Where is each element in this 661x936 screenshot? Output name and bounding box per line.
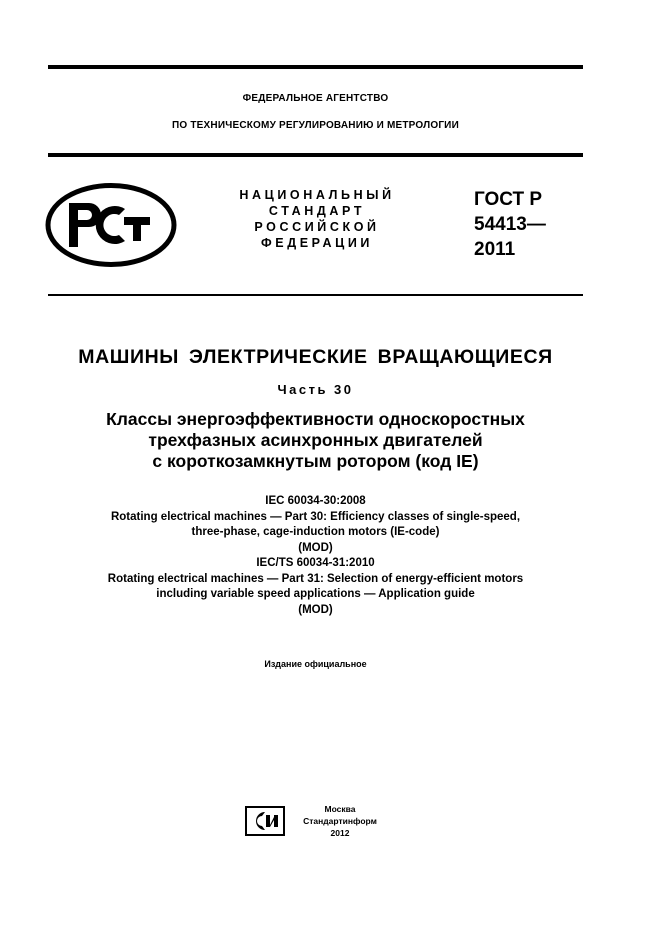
edition-note: Издание официальное	[264, 659, 367, 669]
standard-designation	[474, 187, 546, 262]
reference-line: three-phase, cage-induction motors (IE-code)	[191, 526, 440, 538]
international-references	[48, 494, 583, 618]
standard-type-line: РОССИЙСКОЙ	[254, 220, 380, 234]
reference-line: (MOD)	[298, 603, 333, 616]
subtitle-line: Классы энергоэффективности односкоростных	[106, 409, 525, 429]
agency-line-1: ФЕДЕРАЛЬНОЕ АГЕНТСТВО	[242, 93, 389, 104]
reference-line: Rotating electrical machines — Part 31: Selection of energy-efficient motors	[107, 572, 524, 585]
designation-line-3: 2011	[474, 239, 516, 260]
reference-line: IEC 60034-30:2008	[265, 495, 366, 507]
designation-line-2: 54413—	[474, 214, 546, 235]
standard-type-line: СТАНДАРТ	[268, 204, 366, 218]
document-subtitle	[48, 409, 583, 472]
standartinform-logo-icon	[245, 806, 285, 836]
part-number: Часть 30	[277, 382, 354, 397]
subtitle-line: трехфазных асинхронных двигателей	[148, 430, 483, 450]
reference-line: IEC/TS 60034-31:2010	[256, 557, 375, 569]
rst-logo-icon	[45, 183, 177, 267]
publisher-info	[292, 803, 388, 839]
standard-type-line: НАЦИОНАЛЬНЫЙ	[239, 188, 395, 202]
standard-type-line: ФЕДЕРАЦИИ	[260, 236, 373, 250]
reference-line: Rotating electrical machines — Part 30: Efficiency classes of single-speed,	[110, 510, 521, 523]
document-title: МАШИНЫ ЭЛЕКТРИЧЕСКИЕ ВРАЩАЮЩИЕСЯ	[78, 346, 553, 368]
header-rule	[48, 153, 583, 157]
agency-line-2: ПО ТЕХНИЧЕСКОМУ РЕГУЛИРОВАНИЮ И МЕТРОЛОГИИ	[172, 120, 459, 131]
top-rule	[48, 65, 583, 69]
title-rule	[48, 294, 583, 296]
designation-line-1: ГОСТ Р	[474, 189, 543, 210]
publisher-city: Москва	[324, 804, 356, 814]
publisher-name: Стандартинформ	[303, 816, 377, 826]
publisher-year: 2012	[330, 828, 350, 838]
subtitle-line: с короткозамкнутым ротором (код IE)	[152, 451, 479, 471]
reference-line: including variable speed applications — Application guide	[156, 588, 475, 600]
standard-type	[224, 187, 410, 251]
reference-line: (MOD)	[298, 541, 333, 554]
